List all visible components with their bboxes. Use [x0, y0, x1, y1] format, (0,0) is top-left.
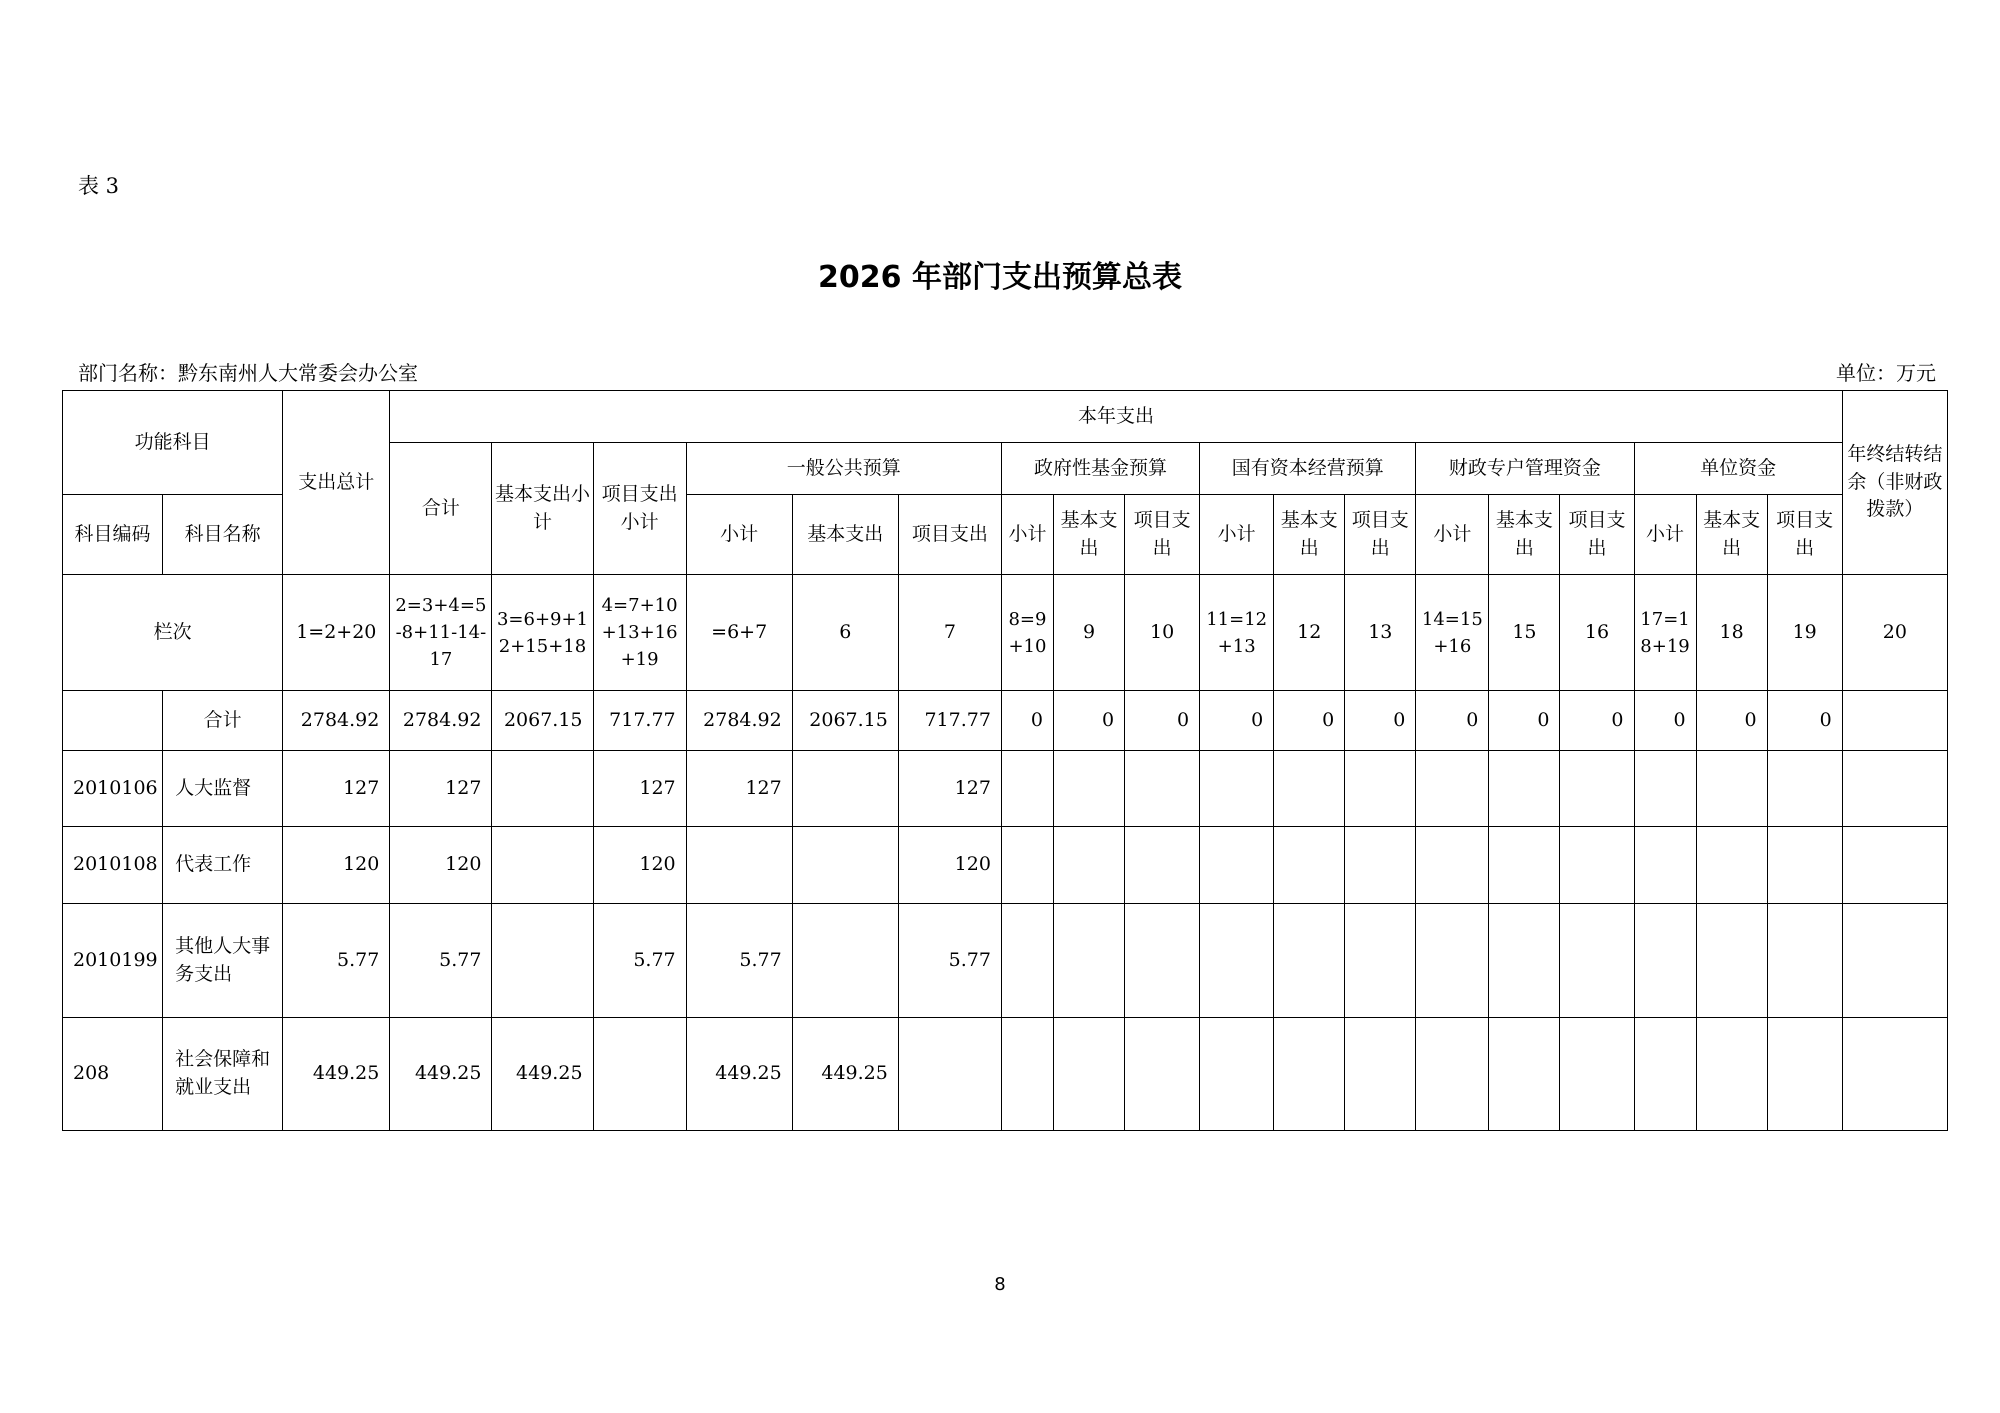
header-functional: 功能科目	[63, 391, 283, 495]
header-sc-basic: 基本支出	[1274, 495, 1345, 575]
row-basic: 449.25	[492, 1018, 593, 1131]
row-code: 2010106	[63, 751, 163, 827]
header-sc-project: 项目支出	[1345, 495, 1416, 575]
row-project: 127	[593, 751, 686, 827]
column-number: 4=7+10+13+16+19	[593, 575, 686, 691]
budget-table	[62, 390, 1948, 1131]
total-combined: 2784.92	[390, 691, 492, 751]
row-gp-subtotal: 127	[686, 751, 792, 827]
total-carryover	[1842, 691, 1947, 751]
row-combined: 449.25	[390, 1018, 492, 1131]
row-gp-subtotal	[686, 827, 792, 904]
header-gov-fund: 政府性基金预算	[1001, 443, 1199, 495]
row-total: 5.77	[283, 904, 390, 1018]
total-zero: 0	[1696, 691, 1767, 751]
total-zero: 0	[1200, 691, 1274, 751]
header-basic-subtotal: 基本支出小计	[492, 443, 593, 575]
row-project: 5.77	[593, 904, 686, 1018]
header-state-capital: 国有资本经营预算	[1200, 443, 1416, 495]
column-number: 6	[792, 575, 898, 691]
column-number: =6+7	[686, 575, 792, 691]
row-project: 120	[593, 827, 686, 904]
row-gp-project: 127	[898, 751, 1001, 827]
header-name: 科目名称	[163, 495, 283, 575]
total-row	[63, 691, 1948, 751]
row-name: 其他人大事务支出	[163, 904, 283, 1018]
row-name: 社会保障和就业支出	[163, 1018, 283, 1131]
column-number: 12	[1274, 575, 1345, 691]
column-number: 18	[1696, 575, 1767, 691]
table-row	[63, 904, 1948, 1018]
header-fs-basic: 基本支出	[1489, 495, 1560, 575]
header-carryover: 年终结转结余（非财政拨款）	[1842, 391, 1947, 575]
header-gp-subtotal: 小计	[686, 495, 792, 575]
row-total: 449.25	[283, 1018, 390, 1131]
header-gp-basic: 基本支出	[792, 495, 898, 575]
row-code: 208	[63, 1018, 163, 1131]
table-label: 表 3	[78, 174, 120, 198]
total-code	[63, 691, 163, 751]
total-zero: 0	[1416, 691, 1489, 751]
row-project	[593, 1018, 686, 1131]
row-name: 代表工作	[163, 827, 283, 904]
header-general-public: 一般公共预算	[686, 443, 1001, 495]
header-fs-subtotal: 小计	[1416, 495, 1489, 575]
header-combined: 合计	[390, 443, 492, 575]
total-gp-basic: 2067.15	[792, 691, 898, 751]
column-number: 15	[1489, 575, 1560, 691]
header-gf-basic: 基本支出	[1053, 495, 1124, 575]
column-number: 1=2+20	[283, 575, 390, 691]
column-number: 7	[898, 575, 1001, 691]
header-gf-subtotal: 小计	[1001, 495, 1053, 575]
column-number: 10	[1125, 575, 1200, 691]
total-zero: 0	[1274, 691, 1345, 751]
column-number: 19	[1767, 575, 1842, 691]
page-title: 2026 年部门支出预算总表	[818, 260, 1182, 295]
row-basic	[492, 827, 593, 904]
row-gp-basic	[792, 827, 898, 904]
row-basic	[492, 751, 593, 827]
table-row	[63, 827, 1948, 904]
row-combined: 120	[390, 827, 492, 904]
column-number: 17=18+19	[1634, 575, 1696, 691]
page-number: 8	[994, 1274, 1006, 1295]
header-uf-project: 项目支出	[1767, 495, 1842, 575]
header-uf-basic: 基本支出	[1696, 495, 1767, 575]
unit-label: 单位：万元	[1836, 361, 1936, 385]
total-gp-subtotal: 2784.92	[686, 691, 792, 751]
total-zero: 0	[1125, 691, 1200, 751]
row-total: 127	[283, 751, 390, 827]
total-zero: 0	[1345, 691, 1416, 751]
row-combined: 5.77	[390, 904, 492, 1018]
total-zero: 0	[1560, 691, 1634, 751]
header-unit-funds: 单位资金	[1634, 443, 1842, 495]
row-gp-basic: 449.25	[792, 1018, 898, 1131]
row-gp-basic	[792, 751, 898, 827]
header-fiscal-special: 财政专户管理资金	[1416, 443, 1634, 495]
table-row	[63, 751, 1948, 827]
column-number: 11=12+13	[1200, 575, 1274, 691]
header-gf-project: 项目支出	[1125, 495, 1200, 575]
row-gp-subtotal: 5.77	[686, 904, 792, 1018]
total-project: 717.77	[593, 691, 686, 751]
row-gp-basic	[792, 904, 898, 1018]
total-total: 2784.92	[283, 691, 390, 751]
column-number: 20	[1842, 575, 1947, 691]
header-uf-subtotal: 小计	[1634, 495, 1696, 575]
column-number: 9	[1053, 575, 1124, 691]
total-gp-project: 717.77	[898, 691, 1001, 751]
header-fs-project: 项目支出	[1560, 495, 1634, 575]
total-basic: 2067.15	[492, 691, 593, 751]
row-basic	[492, 904, 593, 1018]
column-number: 13	[1345, 575, 1416, 691]
row-name: 人大监督	[163, 751, 283, 827]
header-total: 支出总计	[283, 391, 390, 575]
row-gp-subtotal: 449.25	[686, 1018, 792, 1131]
header-project-subtotal: 项目支出小计	[593, 443, 686, 575]
row-code: 2010108	[63, 827, 163, 904]
row-combined: 127	[390, 751, 492, 827]
total-name: 合计	[163, 691, 283, 751]
column-number: 2=3+4=5-8+11-14-17	[390, 575, 492, 691]
header-gp-project: 项目支出	[898, 495, 1001, 575]
row-total: 120	[283, 827, 390, 904]
header-sc-subtotal: 小计	[1200, 495, 1274, 575]
total-zero: 0	[1489, 691, 1560, 751]
row-gp-project	[898, 1018, 1001, 1131]
header-current-year: 本年支出	[390, 391, 1842, 443]
total-zero: 0	[1053, 691, 1124, 751]
column-number-label: 栏次	[63, 575, 283, 691]
total-zero: 0	[1001, 691, 1053, 751]
department-name: 部门名称：黔东南州人大常委会办公室	[78, 361, 418, 385]
row-code: 2010199	[63, 904, 163, 1018]
column-number: 8=9+10	[1001, 575, 1053, 691]
column-number: 16	[1560, 575, 1634, 691]
column-number: 3=6+9+12+15+18	[492, 575, 593, 691]
total-zero: 0	[1634, 691, 1696, 751]
row-gp-project: 120	[898, 827, 1001, 904]
column-number: 14=15+16	[1416, 575, 1489, 691]
total-zero: 0	[1767, 691, 1842, 751]
row-gp-project: 5.77	[898, 904, 1001, 1018]
header-code: 科目编码	[63, 495, 163, 575]
table-row	[63, 1018, 1948, 1131]
